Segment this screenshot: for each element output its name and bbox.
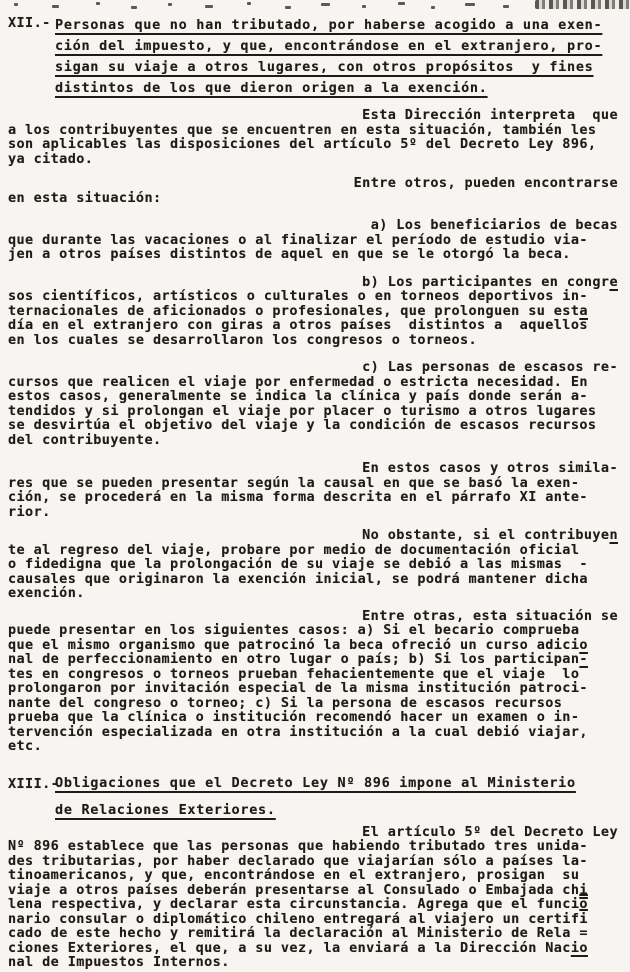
heading-line: Personas que no han tributado, por haberse acogido a una exen-	[55, 17, 603, 33]
text-line: prolongaron por invitación especial de la misma institución patroci-	[8, 680, 588, 696]
text-line: del contribuyente.	[8, 431, 162, 448]
text-line: Esta Dirección interpreta que	[362, 107, 618, 123]
text-line: etc.	[8, 738, 43, 754]
heading-line: distintos de los que dieron origen a la exención.	[55, 80, 488, 96]
text-line: tinoamericanos, y que, encontrándose en el extranjero, prosigan su	[8, 867, 580, 883]
text-line: nal de perfeccionamiento en otro lugar o país; b) Si los participan-	[8, 651, 588, 667]
heading-line: de Relaciones Exteriores.	[55, 801, 276, 818]
text-line: o fidedigna que la prolongación de su viaje se debió a las mismas -	[8, 556, 588, 572]
text-line: lena respectiva, y declarar esta circunstancia. Agrega que el $funci\overline{o}$	[8, 896, 588, 912]
text-line: ternacionales de aficionados o profesionales, que prolonguen su esta	[8, 302, 588, 319]
paragraph-entre-otras-casos	[8, 609, 620, 754]
text-line: ción, se procederá en la misma forma descrita en el párrafo XI ante-	[8, 489, 588, 505]
text-line: cado de este hecho y remitirá la declaración al Ministerio de Rela =	[8, 925, 588, 941]
text-line: No obstante, si el contribuyen	[362, 527, 618, 543]
text-line: Entre otros, pueden encontrarse	[353, 175, 618, 191]
paragraph-articulo-5	[8, 825, 620, 970]
text-line: El artículo 5º del Decreto Ley	[362, 823, 618, 840]
text-line: ya citado.	[8, 150, 94, 167]
text-line: Nº 896 establece que las personas que habiendo tributado tres unida-	[8, 838, 588, 854]
text-line: se desvirtúa el objetivo del viaje y la condición de escasos recursos	[8, 417, 597, 433]
text-line: en esta situación:	[8, 189, 162, 206]
text-line: res que se pueden presentar según la causal en que se basó la exen-	[8, 474, 580, 491]
text-line: en los cuales se desarrollaron los congresos o torneos.	[8, 331, 478, 348]
text-line: causales que originaron la exención inicial, se podrá mantener dicha	[8, 570, 588, 587]
text-line: nal de Impuestos Internos.	[8, 954, 230, 970]
section-number: XII.-	[8, 15, 51, 31]
text-line: tendidos y si prolongan el viaje por placer o turismo a otros lugares	[8, 402, 597, 419]
text-line: estos casos, generalmente se indica la clínica y país donde serán a-	[8, 388, 588, 404]
text-line: b) Los participantes en congre	[362, 273, 618, 290]
paragraph-interpretation	[8, 108, 620, 166]
scan-smear	[535, 0, 630, 9]
scan-noise-band	[0, 0, 630, 13]
paragraph-no-obstante	[8, 528, 620, 601]
heading-line: sigan su viaje a otros lugares, con otros propósitos y fines	[55, 59, 594, 75]
text-line: des tributarias, por haber declarado que viajarían sólo a países la-	[8, 852, 588, 869]
text-line: prueba que la clínica o institución recomendó hacer un examen o in-	[8, 709, 580, 725]
heading-line: Obligaciones que el Decreto Ley Nº 896 impone al Ministerio	[55, 774, 576, 791]
section-xiii	[8, 770, 620, 824]
text-line: puede presentar en los siguientes casos: a) Si el becario comprueba	[8, 622, 580, 638]
text-line: que durante las vacaciones o al finalizar el período de estudio via-	[8, 231, 588, 248]
section-xii	[8, 15, 620, 99]
text-line: cursos que realicen el viaje por enfermedad o estricta necesidad. En	[8, 373, 588, 390]
section-xiii-heading	[55, 770, 620, 824]
text-line: que el mismo organismo que patrocinó la beca ofreció un curso adicio	[8, 636, 588, 653]
text-line: rior.	[8, 503, 51, 520]
text-line: nario consular o diplomático chileno entregará al viajero un $certif\overline{i}$	[8, 910, 588, 927]
text-line: viaje a otros países deberán presentarse al Consulado o Embajada chi	[8, 881, 588, 898]
text-line: jen a otros países distintos de aquel en que se le otorgó la beca.	[8, 246, 571, 262]
paragraph-item-b	[8, 275, 620, 348]
text-line: nante del congreso o torneo; c) Si la persona de escasos recursos	[8, 694, 563, 711]
text-line: son aplicables las disposiciones del artículo 5º del Decreto Ley 896,	[8, 136, 597, 152]
text-line: tes en congresos o torneos prueban fehacientemente que el viaje lo	[8, 665, 580, 682]
heading-line: ción del impuesto, y que, encontrándose en el extranjero, pro-	[55, 38, 603, 54]
text-line: te al regreso del viaje, probare por medio de documentación oficial	[8, 541, 580, 558]
text-line: día en el extranjero con giras a otros países distintos a aquellos	[8, 317, 588, 333]
text-line: sos científicos, artísticos o culturales o en torneos deportivos in-	[8, 288, 588, 304]
text-line: tervención especializada en otra institución a la cual debió viajar,	[8, 723, 588, 740]
paragraph-en-estos-casos	[8, 461, 620, 519]
paragraph-item-c	[8, 360, 620, 447]
text-line: c) Las personas de escasos re-	[362, 359, 618, 375]
paragraph-item-a	[8, 218, 620, 262]
text-line: a) Los beneficiarios de becas	[370, 217, 618, 233]
text-line: Entre otras, esta situación se	[362, 607, 618, 624]
text-line: ciones Exteriores, el que, a su vez, la enviará a la Dirección Nacio	[8, 939, 588, 956]
text-line: En estos casos y otros simila-	[362, 460, 618, 476]
paragraph-entre-otros	[8, 176, 620, 205]
text-line: a los contribuyentes que se encuentren en esta situación, también les	[8, 121, 597, 138]
text-line: exención.	[8, 585, 85, 601]
section-number: XIII.-	[8, 775, 60, 792]
section-xii-heading	[55, 15, 620, 99]
